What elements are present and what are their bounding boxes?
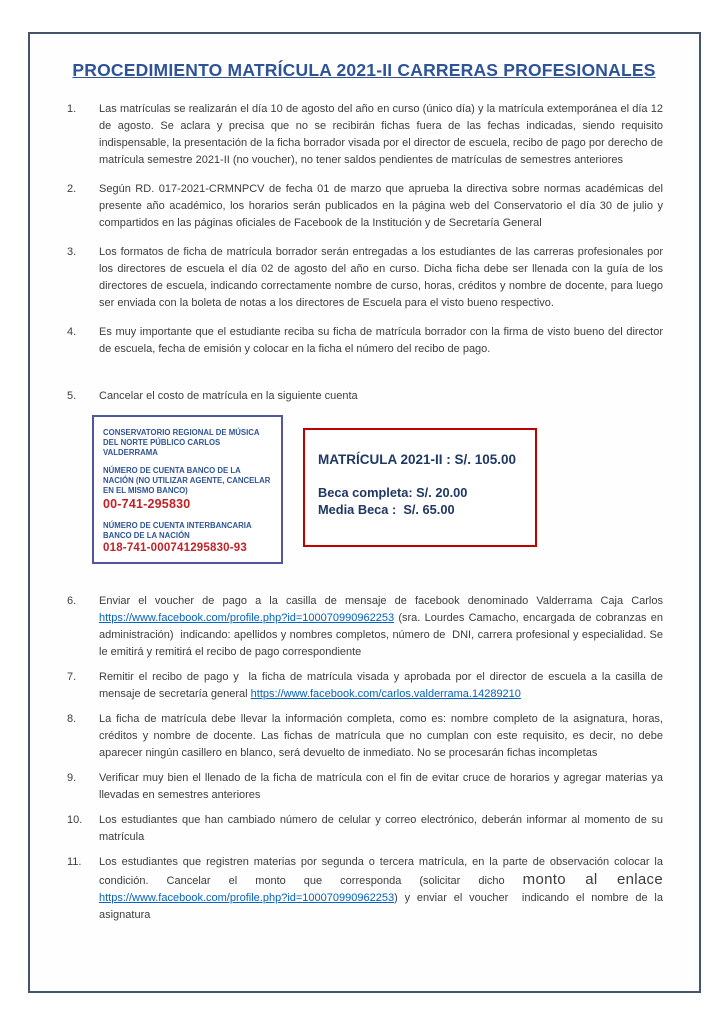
- list-item: [65, 669, 667, 703]
- list-item: [65, 244, 667, 312]
- half-scholarship-line: Media Beca : S/. 65.00: [318, 502, 455, 517]
- item-number: 10.: [67, 814, 83, 826]
- text-segment: Remitir el recibo de pago y la ficha de matrícula visada y aprobada por el director de escuela a la casilla de mensaje de secretaría general: [99, 671, 667, 700]
- text-segment: Las matrículas se realizarán el día 10 de agosto del año en curso (único día) y la matrícula extemporánea el día 12 de agosto. Se aclara y precisa que no se recibirán fichas fuera de las fechas indicadas, siendo requisito indispensable, la presentación de la ficha borrador visada por el director de escuela, recibo de pago por derecho de matrícula semestre 2021-II (no voucher), no tener saldos pendientes de matrículas de semestres anteriores: [99, 103, 667, 166]
- item-number: 3.: [67, 246, 77, 258]
- tuition-price-line: MATRÍCULA 2021-II : S/. 105.00: [318, 452, 517, 467]
- item-text: [99, 772, 666, 801]
- bank-cci-number: 018-741-000741295830-93: [103, 542, 248, 554]
- item-text: [99, 713, 666, 759]
- tuition-price-box: [303, 428, 537, 547]
- list-item: [65, 770, 667, 804]
- text-segment: Según RD. 017-2021-CRMNPCV de fecha 01 de marzo que aprueba la directiva sobre normas académicas del presente año académico, los horarios serán publicados en la página web del Conservatorio el día 30 de julio y compartidos en las páginas oficiales de Facebook de la Institución y de Secretaría General: [99, 183, 667, 229]
- text-segment: Verificar muy bien el llenado de la ficha de matrícula con el fin de evitar cruce de horarios y agregar materias ya llevadas en semestres anteriores: [99, 772, 667, 801]
- item-number: 9.: [67, 772, 77, 784]
- list-item: [65, 812, 667, 846]
- facebook-link[interactable]: https://www.facebook.com/profile.php?id=100070990962253: [99, 612, 395, 624]
- item-text: [99, 390, 358, 402]
- list-item: [65, 854, 667, 924]
- bank-account-number: 00-741-295830: [103, 497, 191, 511]
- text-segment: Enviar el voucher de pago a la casilla de mensaje de facebook denominado Valderrama Caja Carlos: [99, 595, 667, 607]
- text-segment: Los estudiantes que registren materias por segunda o tercera matrícula, en la parte de observación colocar la condición. Cancelar el monto que corresponda (solicitar dicho: [99, 856, 667, 887]
- page-title: PROCEDIMIENTO MATRÍCULA 2021-II CARRERAS PROFESIONALES: [72, 60, 656, 80]
- text-segment: La ficha de matrícula debe llevar la información completa, como es: nombre completo de la asignatura, horas, créditos y nombre de docente. Las fichas de matrícula que no cumplan con este requisito, es decir, no debe aparecer ningún casillero en blanco, será devuelto de inmediato. No se procesarán fichas incompletas: [99, 713, 667, 759]
- emphasized-text: monto al enlace: [522, 871, 663, 888]
- list-item: [65, 388, 663, 405]
- facebook-link[interactable]: https://www.facebook.com/carlos.valderrama.14289210: [250, 688, 521, 700]
- procedure-list-bottom: [65, 593, 667, 924]
- item-text: [99, 183, 666, 229]
- item-number: 4.: [67, 326, 77, 338]
- list-item: [65, 181, 667, 232]
- page-content: [30, 34, 699, 924]
- bank-cci-label: NÚMERO DE CUENTA INTERBANCARIA BANCO DE LA NACIÓN: [103, 521, 252, 540]
- full-scholarship-line: Beca completa: S/. 20.00: [318, 485, 468, 500]
- list-item: [65, 324, 667, 358]
- text-segment: Los formatos de ficha de matrícula borrador serán entregadas a los estudiantes de las carreras profesionales por los directores de escuela el día 02 de agosto del año en curso. Dicha ficha debe ser llenada con la guía de los directores de escuela, indicando correctamente nombre de curso, horas, créditos y nombre de docente, para luego ser enviada con la boleta de notas a los directores de Escuela para el visto bueno respectivo.: [99, 246, 667, 309]
- text-segment: Cancelar el costo de matrícula en la siguiente cuenta: [99, 390, 358, 402]
- text-segment: (sra. Lourdes Camacho, encargada de cobranzas en administración) indicando: apellidos y nombres completos, número de DNI, carrera profesional y especialidad. Se le emitirá y remitirá el recibo de pago correspondiente: [99, 612, 667, 658]
- item-number: 5.: [67, 390, 77, 402]
- item-text: [99, 595, 666, 658]
- bank-account-box: [92, 415, 283, 564]
- list-item: [65, 101, 667, 169]
- bank-org-name: CONSERVATORIO REGIONAL DE MÚSICA DEL NORTE PÚBLICO CARLOS VALDERRAMA: [103, 428, 260, 457]
- procedure-list-top: [65, 101, 667, 405]
- item-number: 7.: [67, 671, 77, 683]
- text-segment: Los estudiantes que han cambiado número de celular y correo electrónico, deberán informar al momento de su matrícula: [99, 814, 667, 843]
- item-text: [99, 246, 666, 309]
- text-segment: [663, 875, 666, 887]
- list-item: [65, 593, 667, 661]
- item-text: [99, 671, 666, 700]
- text-segment: Es muy importante que el estudiante reciba su ficha de matrícula borrador con la firma de visto bueno del director de escuela, fecha de emisión y colocar en la ficha el número del recibo de pago.: [99, 326, 667, 355]
- text-segment: ) y enviar el voucher indicando el nombre de la asignatura: [99, 892, 667, 921]
- item-number: 6.: [67, 595, 77, 607]
- item-text: [99, 856, 666, 921]
- list-item: [65, 711, 667, 762]
- item-text: [99, 326, 666, 355]
- item-number: 8.: [67, 713, 77, 725]
- facebook-link[interactable]: https://www.facebook.com/profile.php?id=100070990962253: [99, 892, 395, 904]
- document-page: [28, 32, 701, 993]
- item-text: [99, 103, 666, 166]
- payment-info-row: [65, 415, 663, 564]
- item-number: 2.: [67, 183, 77, 195]
- item-number: 11.: [67, 856, 82, 868]
- bank-account-label: NÚMERO DE CUENTA BANCO DE LA NACIÓN (NO UTILIZAR AGENTE, CANCELAR EN EL MISMO BANCO): [103, 466, 271, 495]
- item-number: 1.: [67, 103, 77, 115]
- item-text: [99, 814, 666, 843]
